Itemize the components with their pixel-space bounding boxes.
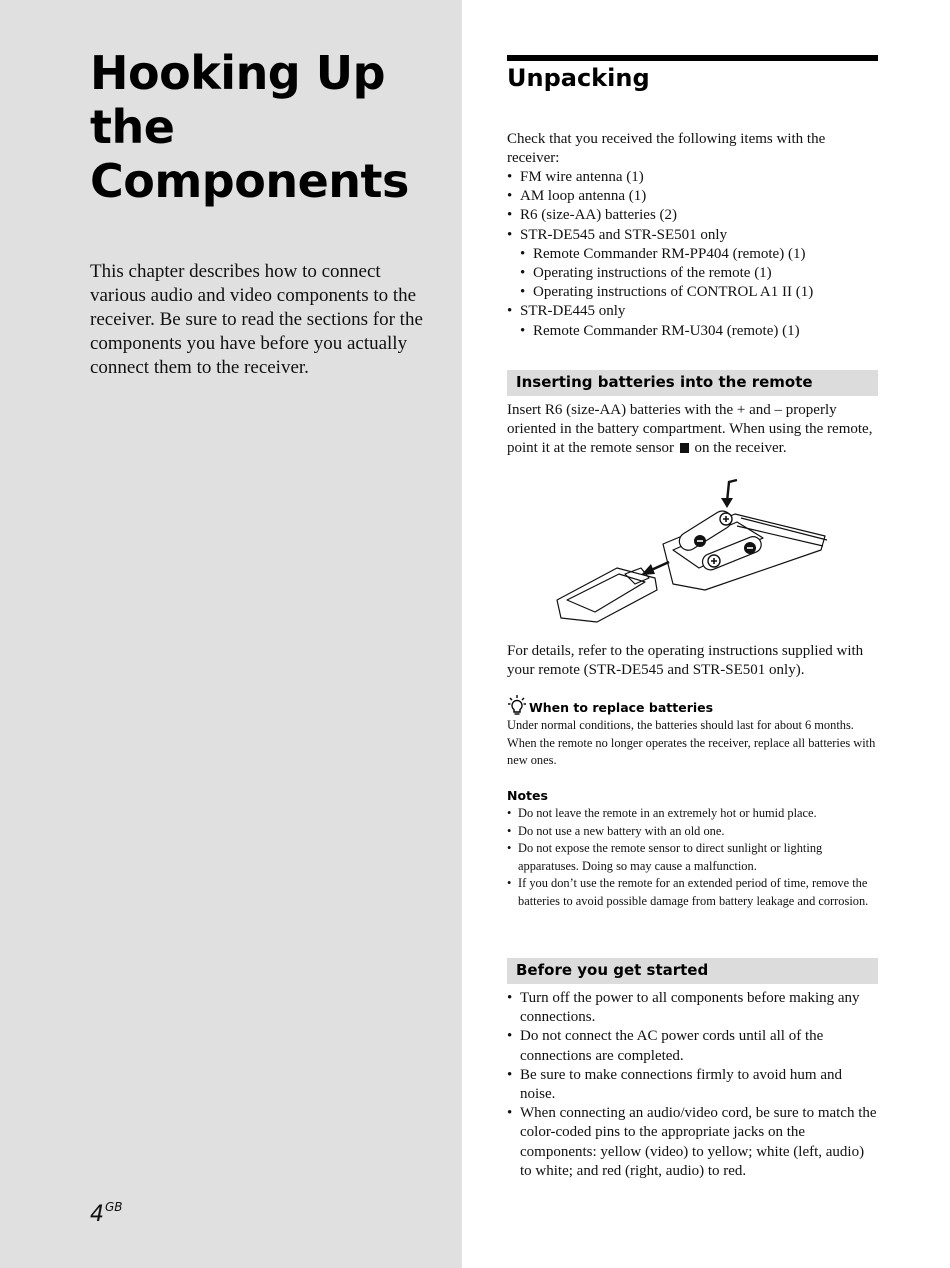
- list-item: • R6 (size-AA) batteries (2): [507, 206, 879, 225]
- list-item: • STR-DE545 and STR-SE501 only: [507, 226, 879, 245]
- battery-insertion-illustration: [545, 472, 830, 627]
- batteries-details: For details, refer to the operating instructions supplied with your remote (STR-DE545 and STR-SE501 only).: [507, 643, 864, 679]
- note-item: • Do not leave the remote in an extremely hot or humid place.: [507, 805, 879, 823]
- list-item: • Remote Commander RM-U304 (remote) (1): [507, 322, 879, 341]
- chapter-title-line: Hooking Up: [90, 46, 386, 100]
- insert-arrow-icon: [721, 480, 737, 508]
- list-item: • Operating instructions of CONTROL A1 II (1): [507, 283, 879, 302]
- remote-sensor-icon: [680, 443, 689, 453]
- list-item: • Operating instructions of the remote (1): [507, 264, 879, 283]
- batteries-heading: Inserting batteries into the remote: [516, 373, 813, 391]
- batteries-instructions: [507, 401, 879, 459]
- heading-rule: [507, 55, 878, 61]
- before-start-heading: Before you get started: [516, 961, 709, 979]
- tip-text: Under normal conditions, the batteries should last for about 6 months. When the remote no longer operates the receiver, replace all batteries with new ones.: [507, 718, 876, 768]
- list-item: • Be sure to make connections firmly to avoid hum and noise.: [507, 1066, 879, 1104]
- list-item: • Remote Commander RM-PP404 (remote) (1): [507, 245, 879, 264]
- batteries-text: Insert R6 (size-AA) batteries with the + and – properly oriented in the battery compartment. When using the remote, point it at the remote sensor: [507, 402, 873, 457]
- notes-list: [507, 805, 879, 911]
- remove-arrow-icon: [641, 562, 669, 575]
- batteries-section-bar: [507, 370, 878, 396]
- page-number: [90, 1200, 123, 1227]
- page-number-value: 4: [90, 1202, 104, 1227]
- polarity-minus-icon: [694, 535, 706, 547]
- unpacking-heading: Unpacking: [507, 64, 650, 92]
- polarity-plus-icon: [708, 555, 720, 567]
- unpacking-intro: Check that you received the following items with the receiver:: [507, 131, 826, 167]
- page-number-suffix: GB: [105, 1200, 123, 1214]
- polarity-plus-icon: [720, 513, 732, 525]
- notes-heading: Notes: [507, 788, 548, 803]
- list-item: • FM wire antenna (1): [507, 168, 879, 187]
- list-item: • Turn off the power to all components before making any connections.: [507, 989, 879, 1027]
- list-item: • When connecting an audio/video cord, be sure to match the color-coded pins to the appropriate jacks on the components: yellow (video) to yellow; white (left, audio) to white; and red (right, audio) to red.: [507, 1104, 879, 1181]
- note-item: • Do not expose the remote sensor to direct sunlight or lighting apparatuses. Doing so may cause a malfunction.: [507, 840, 879, 875]
- list-item: • Do not connect the AC power cords until all of the connections are completed.: [507, 1027, 879, 1065]
- batteries-text-end: on the receiver.: [694, 440, 787, 457]
- before-start-section-bar: [507, 958, 878, 984]
- chapter-intro: This chapter describes how to connect various audio and video components to the receiver. Be sure to read the sections for the components you have before you actually connect them to the receiver.: [90, 261, 423, 378]
- chapter-title: [90, 46, 430, 208]
- chapter-title-line: Components: [90, 154, 409, 208]
- list-item: • AM loop antenna (1): [507, 187, 879, 206]
- tip-heading-text: When to replace batteries: [529, 700, 714, 715]
- note-item: • If you don’t use the remote for an extended period of time, remove the batteries to avoid possible damage from battery leakage and corrosion.: [507, 875, 879, 910]
- chapter-title-line: the: [90, 100, 175, 154]
- battery-cover: [557, 568, 657, 622]
- polarity-minus-icon: [744, 542, 756, 554]
- list-item: • STR-DE445 only: [507, 302, 879, 321]
- note-item: • Do not use a new battery with an old one.: [507, 823, 879, 841]
- lightbulb-icon: [507, 694, 527, 716]
- unpacking-list: [507, 168, 879, 341]
- before-start-list: [507, 989, 879, 1181]
